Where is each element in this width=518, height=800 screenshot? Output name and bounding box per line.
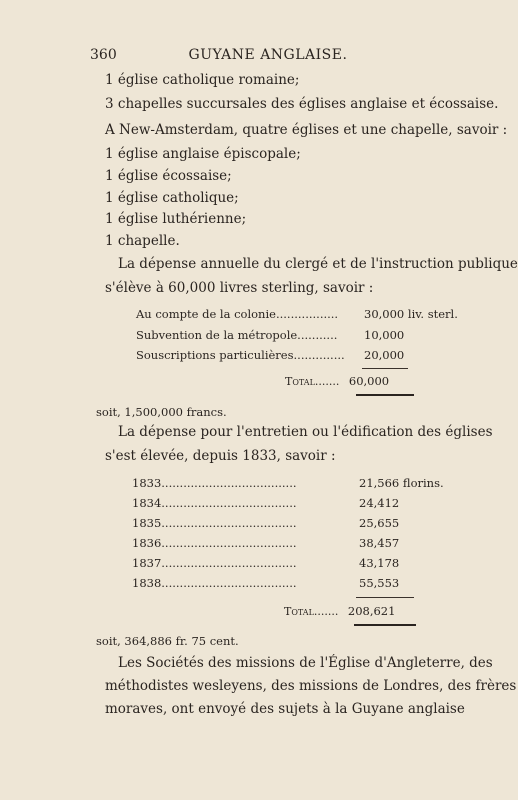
paragraph-line: s'élève à 60,000 livres sterling, savoir : bbox=[105, 280, 374, 296]
row-year: 1836..................................... bbox=[132, 536, 297, 550]
total-row bbox=[285, 374, 389, 388]
row-label: Subvention de la métropole........... bbox=[136, 328, 338, 342]
total-double-rule bbox=[356, 394, 414, 396]
row-year: 1833..................................... bbox=[132, 476, 297, 490]
row-year: 1838..................................... bbox=[132, 576, 297, 590]
page-number: 360 bbox=[90, 47, 117, 63]
total-label: Total....... bbox=[284, 605, 339, 618]
row-value: 55,553 bbox=[359, 576, 400, 590]
row-label: Souscriptions particulières.............. bbox=[136, 348, 345, 362]
row-value: 38,457 bbox=[359, 536, 400, 550]
row-value: 20,000 bbox=[364, 348, 405, 362]
total-value: 208,621 bbox=[347, 604, 396, 618]
conversion-note: soit, 1,500,000 francs. bbox=[96, 405, 227, 419]
conversion-note: soit, 364,886 fr. 75 cent. bbox=[96, 634, 239, 648]
row-value: 30,000 liv. sterl. bbox=[364, 307, 458, 321]
paragraph-line: La dépense pour l'entretien ou l'édification des églises bbox=[118, 424, 493, 440]
text-line: 1 église luthérienne; bbox=[105, 211, 247, 227]
paragraph-line: s'est élevée, depuis 1833, savoir : bbox=[105, 448, 336, 464]
text-line: 3 chapelles succursales des églises anglaise et écossaise. bbox=[105, 96, 499, 112]
row-value: 24,412 bbox=[359, 496, 400, 510]
row-year: 1835..................................... bbox=[132, 516, 297, 530]
row-value: 43,178 bbox=[359, 556, 400, 570]
sum-rule bbox=[356, 597, 414, 598]
row-year: 1834..................................... bbox=[132, 496, 297, 510]
row-label: Au compte de la colonie................. bbox=[136, 307, 339, 321]
paragraph-line: La dépense annuelle du clergé et de l'instruction publique bbox=[118, 256, 518, 272]
row-value: 25,655 bbox=[359, 516, 400, 530]
paragraph-line: Les Sociétés des missions de l'Église d'Angleterre, des bbox=[118, 655, 493, 671]
total-row bbox=[284, 604, 395, 618]
text-line: 1 église écossaise; bbox=[105, 168, 232, 184]
total-double-rule bbox=[354, 624, 416, 626]
row-value: 21,566 florins. bbox=[359, 476, 444, 490]
sum-rule bbox=[362, 368, 408, 369]
running-title: GUYANE ANGLAISE. bbox=[188, 47, 348, 63]
text-line: 1 chapelle. bbox=[105, 233, 180, 249]
row-value: 10,000 bbox=[364, 328, 405, 342]
text-line: 1 église catholique; bbox=[105, 190, 239, 206]
total-label: Total....... bbox=[285, 375, 340, 388]
text-line: 1 église catholique romaine; bbox=[105, 72, 300, 88]
text-line: 1 église anglaise épiscopale; bbox=[105, 146, 301, 162]
text-line: A New-Amsterdam, quatre églises et une chapelle, savoir : bbox=[105, 122, 508, 138]
row-year: 1837..................................... bbox=[132, 556, 297, 570]
paragraph-line: méthodistes wesleyens, des missions de Londres, des frères bbox=[105, 678, 517, 694]
paragraph-line: moraves, ont envoyé des sujets à la Guyane anglaise bbox=[105, 701, 465, 717]
total-value: 60,000 bbox=[348, 374, 390, 388]
